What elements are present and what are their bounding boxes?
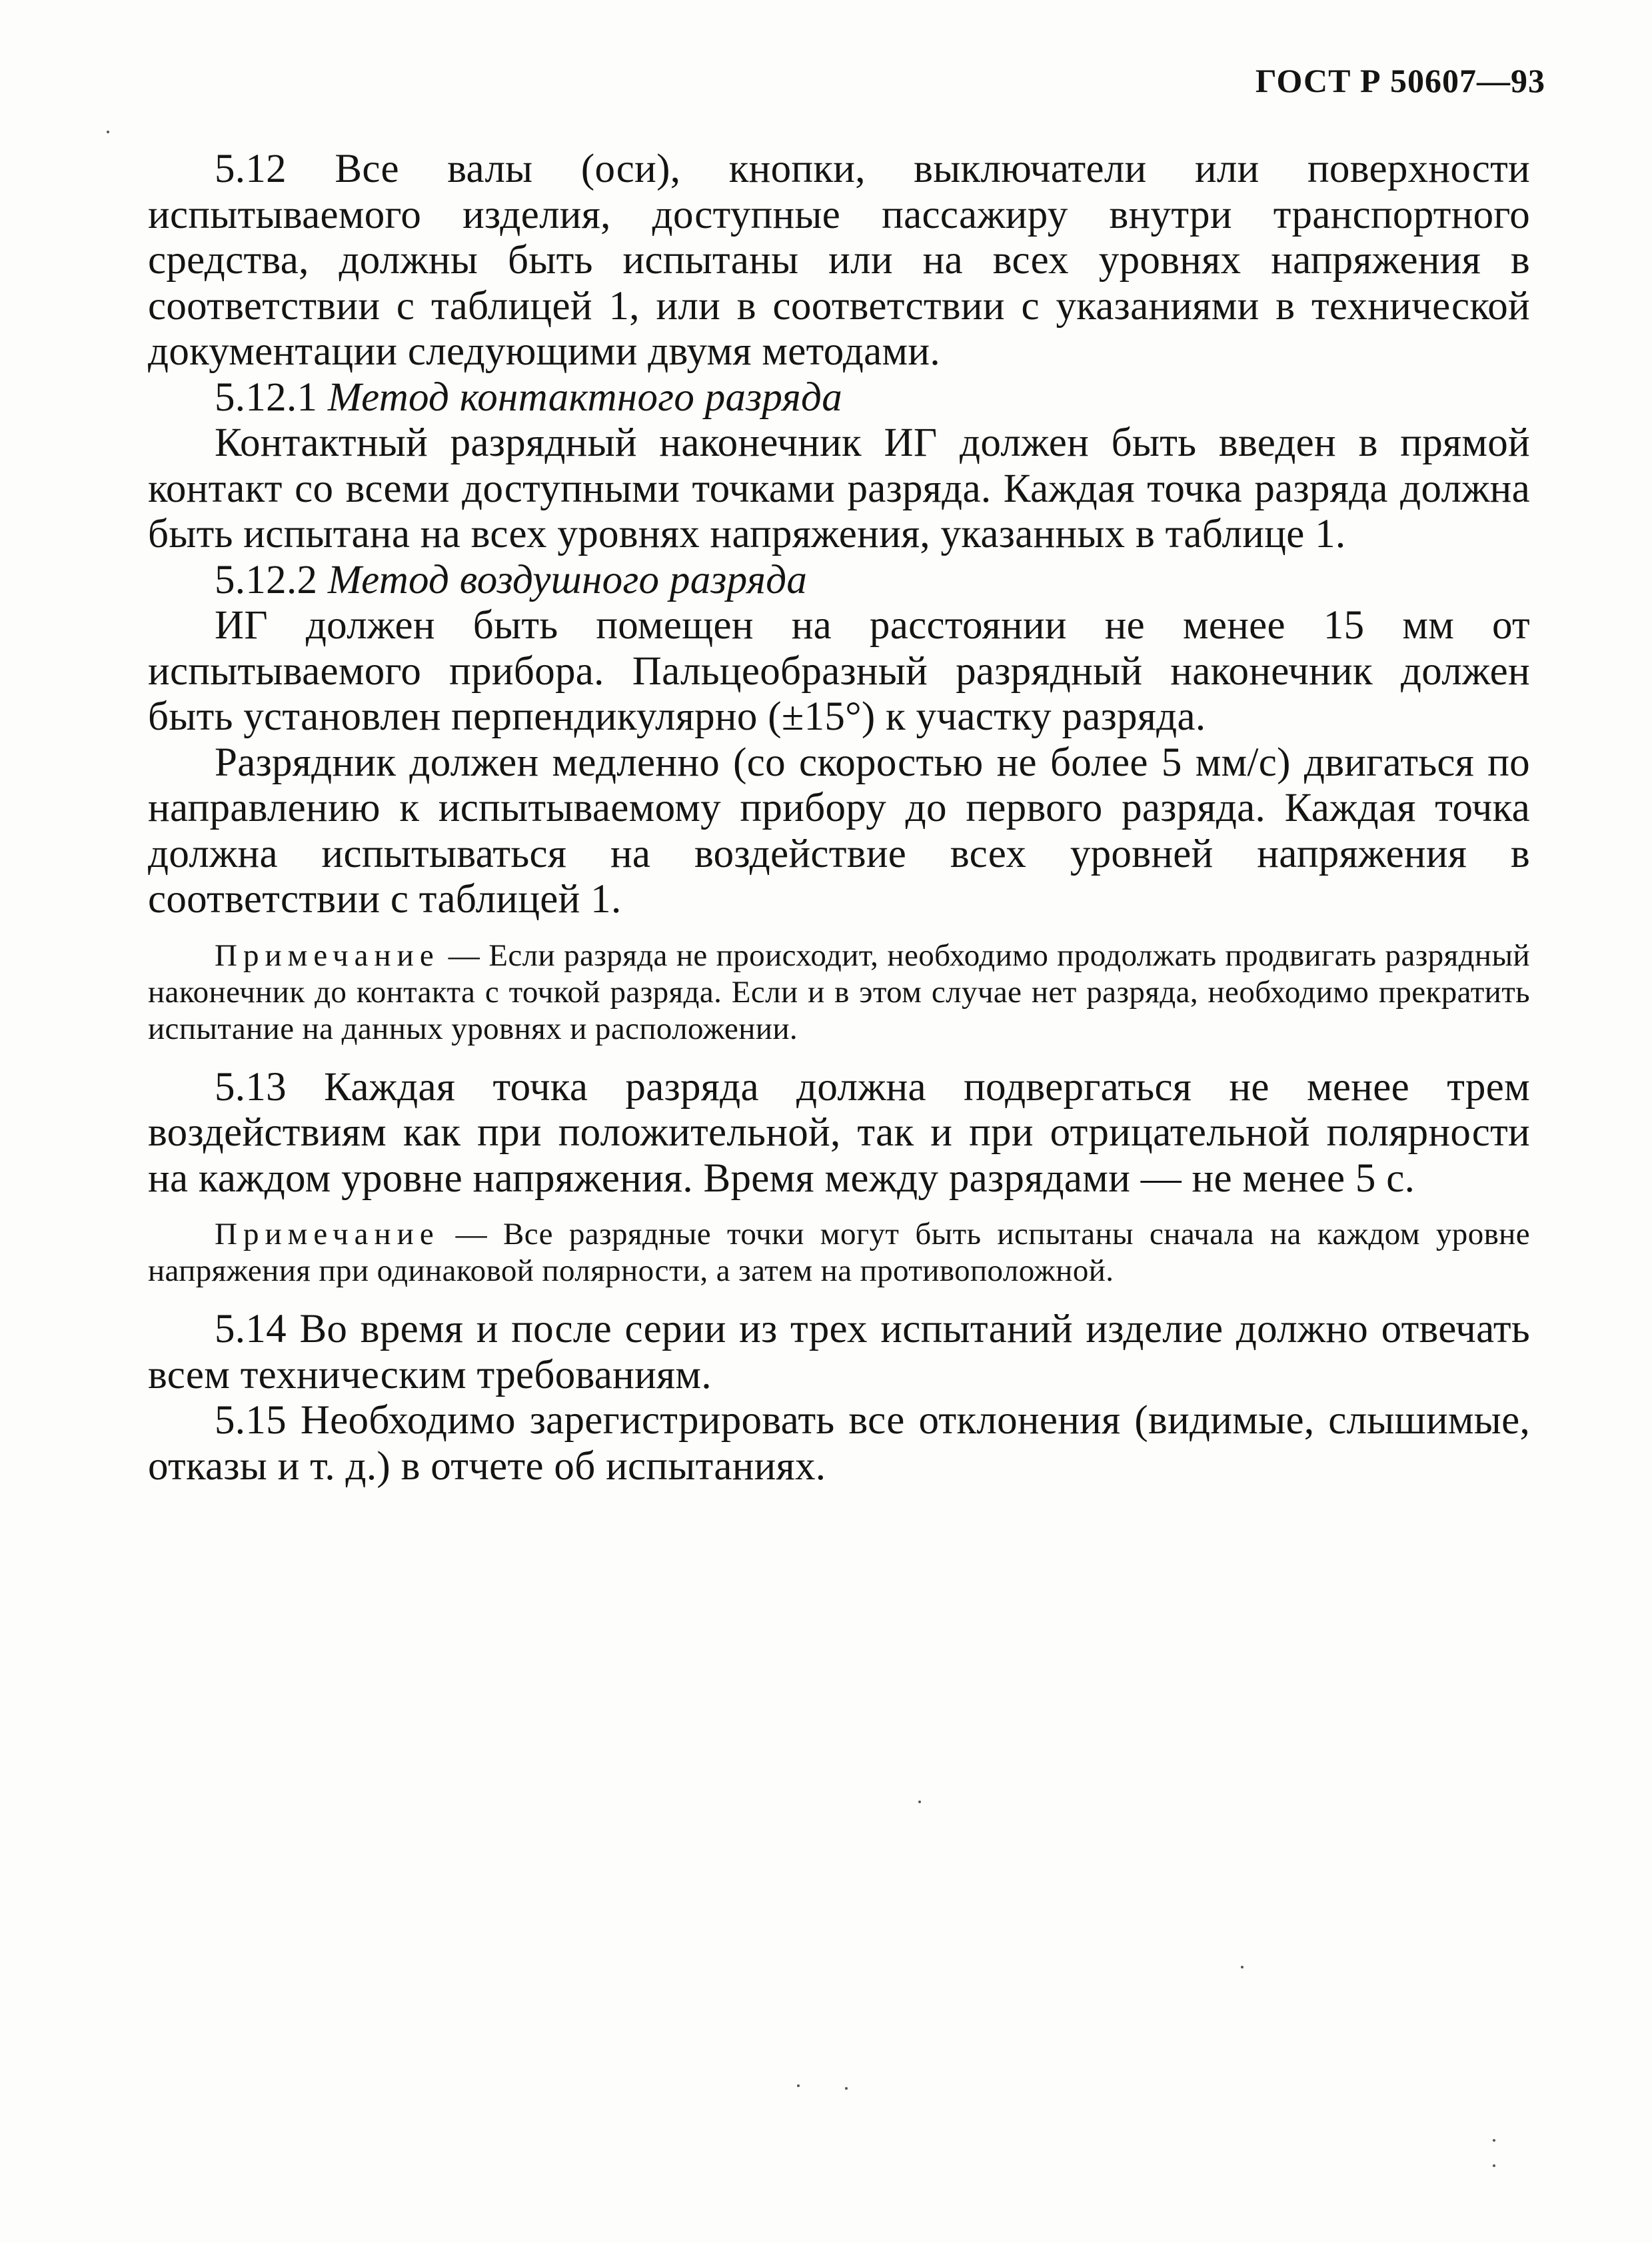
scan-speck (797, 2084, 800, 2087)
subsection-title: Метод воздушного разряда (327, 557, 808, 602)
paragraph-5-15: 5.15 Необходимо зарегистрировать все отклонения (видимые, слышимые, отказы и т. д.) в отчете об испытаниях. (148, 1398, 1530, 1489)
note-text: — Если разряда не происходит, необходимо продолжать продвигать разрядный наконечник до контакта с точкой разряда. Если и в этом случае нет разряда, необходимо прекратить испытание на данных уровнях и расположении. (148, 938, 1530, 1046)
subsection-number: 5.12.1 (215, 374, 318, 420)
paragraph-5-13: 5.13 Каждая точка разряда должна подвергаться не менее трем воздействиям как при положительной, так и при отрицательной полярности на каждом уровне напряжения. Время между разрядами — не менее 5 с. (148, 1064, 1530, 1201)
note-text: — Все разрядные точки могут быть испытаны сначала на каждом уровне напряжения при одинаковой полярности, а затем на противоположной. (148, 1217, 1530, 1288)
subsection-number: 5.12.2 (215, 557, 318, 602)
subsection-heading-5-12-1 (148, 375, 1530, 421)
paragraph-5-14: 5.14 Во время и после серии из трех испытаний изделие должно отвечать всем техническим требованиям. (148, 1307, 1530, 1397)
scan-speck (107, 131, 109, 133)
note-2 (148, 1216, 1530, 1289)
paragraph-5-12-1: Контактный разрядный наконечник ИГ должен быть введен в прямой контакт со всеми доступными точками разряда. Каждая точка разряда должна быть испытана на всех уровнях напряжения, указанных в таблице 1. (148, 420, 1530, 556)
scan-speck (1493, 2139, 1495, 2142)
scan-speck (1241, 1966, 1243, 1968)
subsection-title: Метод контактного разряда (327, 374, 843, 420)
paragraph-5-12-2-second: Разрядник должен медленно (со скоростью не более 5 мм/с) двигаться по направлению к испытываемому прибору до первого разряда. Каждая точка должна испытываться на воздействие всех уровней напряжения в соответствии с таблицей 1. (148, 740, 1530, 922)
document-body (148, 147, 1530, 1489)
paragraph-5-12-2-first: ИГ должен быть помещен на расстоянии не менее 15 мм от испытываемого прибора. Пальцеобразный разрядный наконечник должен быть установлен перпендикулярно (±15°) к участку разряда. (148, 603, 1530, 739)
note-label: Примечание (215, 938, 440, 973)
paragraph-5-12: 5.12 Все валы (оси), кнопки, выключатели или поверхности испытываемого изделия, доступные пассажиру внутри транспортного средства, должны быть испытаны или на всех уровнях напряжения в соответствии с таблицей 1, или в соответствии с указаниями в технической документации следующими двумя методами. (148, 147, 1530, 374)
subsection-heading-5-12-2 (148, 558, 1530, 604)
note-label: Примечание (215, 1217, 440, 1251)
note-1 (148, 938, 1530, 1048)
scan-speck (845, 2087, 848, 2090)
scan-speck (918, 1801, 921, 1803)
document-header-standard-number: ГОСТ Р 50607—93 (1255, 62, 1545, 99)
scan-speck (1493, 2164, 1495, 2167)
